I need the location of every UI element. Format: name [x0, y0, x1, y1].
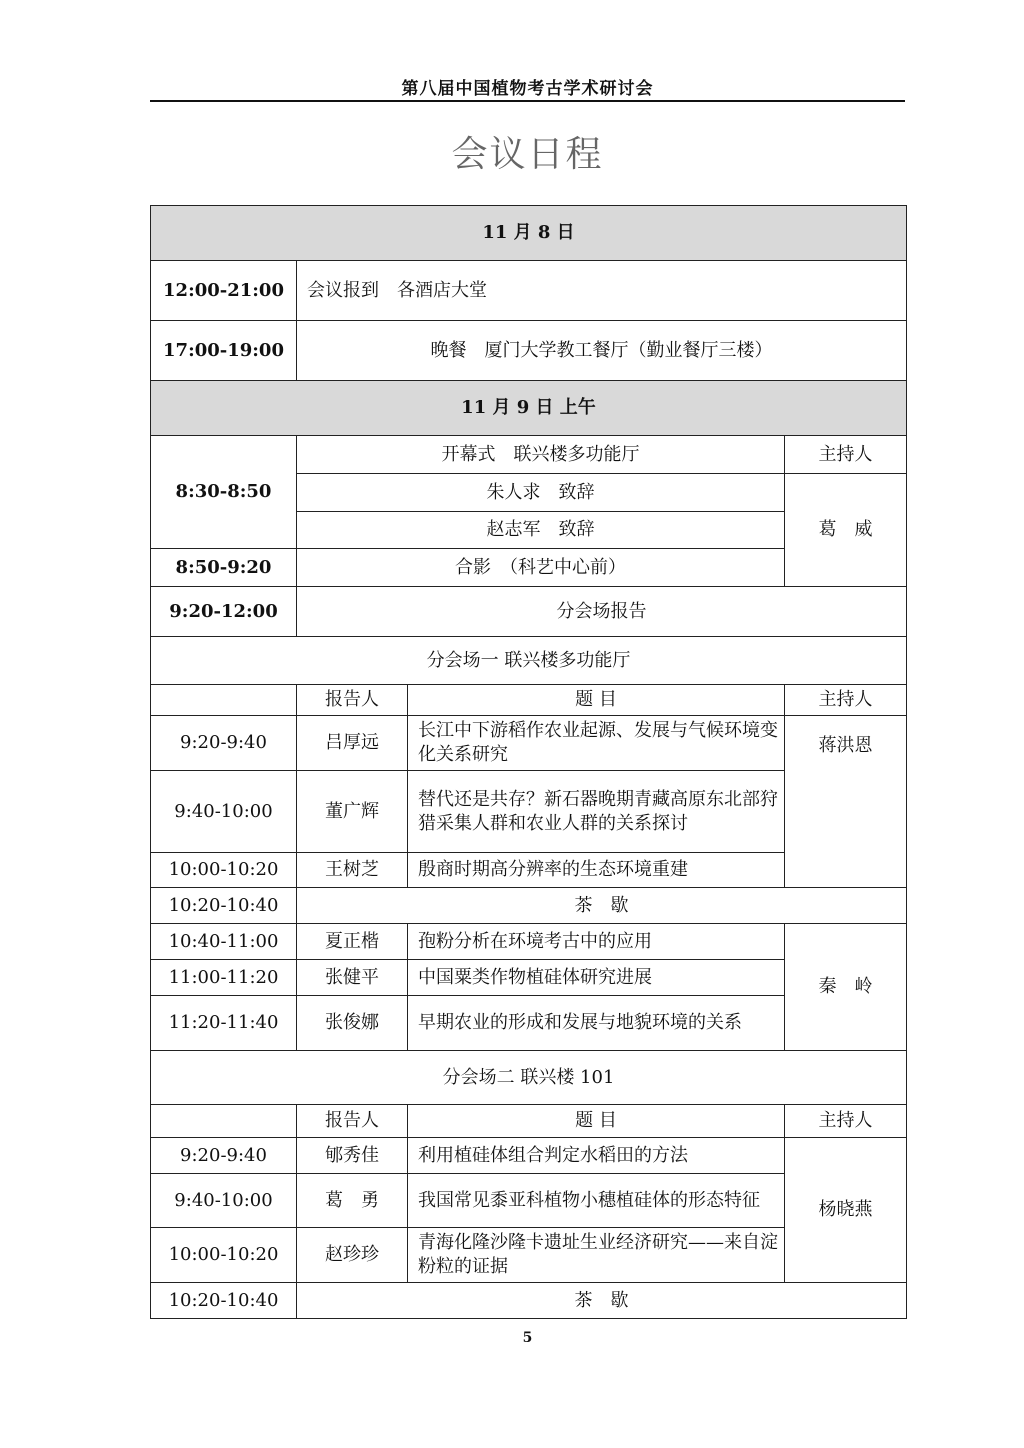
schedule-row	[151, 321, 907, 381]
topic-cell: 我国常见黍亚科植物小穗植硅体的形态特征	[408, 1174, 785, 1228]
speaker-cell: 王树芝	[297, 853, 408, 888]
empty-cell	[151, 1105, 297, 1138]
table-row	[151, 716, 907, 771]
day-header-row	[151, 381, 907, 436]
speaker-cell: 郇秀佳	[297, 1138, 408, 1174]
day-label: 11 月 9 日 上午	[151, 381, 907, 436]
event-cell: 分会场报告	[297, 587, 907, 637]
time-cell: 12:00-21:00	[151, 261, 297, 321]
schedule-row	[151, 587, 907, 637]
time-cell: 17:00-19:00	[151, 321, 297, 381]
schedule-row	[151, 436, 907, 474]
venue-header-row	[151, 1051, 907, 1105]
time-cell: 11:00-11:20	[151, 960, 297, 996]
reporter-header: 报告人	[297, 685, 408, 716]
time-cell: 10:40-11:00	[151, 924, 297, 960]
event-cell: 开幕式 联兴楼多功能厅	[297, 436, 785, 474]
time-cell: 9:40-10:00	[151, 1174, 297, 1228]
header-divider	[150, 100, 905, 102]
time-cell: 8:30-8:50	[151, 436, 297, 549]
table-row	[151, 924, 907, 960]
time-cell: 10:00-10:20	[151, 853, 297, 888]
topic-header: 题 目	[408, 1105, 785, 1138]
topic-cell: 早期农业的形成和发展与地貌环境的关系	[408, 996, 785, 1051]
day-header-row	[151, 206, 907, 261]
venue-header-row	[151, 637, 907, 685]
break-row	[151, 888, 907, 924]
time-cell: 8:50-9:20	[151, 549, 297, 587]
time-cell: 10:20-10:40	[151, 1283, 297, 1319]
day-label: 11 月 8 日	[151, 206, 907, 261]
break-row	[151, 1283, 907, 1319]
speaker-cell: 夏正楷	[297, 924, 408, 960]
topic-cell: 殷商时期高分辨率的生态环境重建	[408, 853, 785, 888]
break-label: 茶 歇	[297, 888, 907, 924]
topic-cell: 孢粉分析在环境考古中的应用	[408, 924, 785, 960]
event-cell: 合影 （科艺中心前）	[297, 549, 785, 587]
time-cell: 9:40-10:00	[151, 771, 297, 853]
speaker-cell: 吕厚远	[297, 716, 408, 771]
empty-cell	[151, 685, 297, 716]
column-header-row	[151, 1105, 907, 1138]
topic-cell: 长江中下游稻作农业起源、发展与气候环境变化关系研究	[408, 716, 785, 771]
time-cell: 9:20-9:40	[151, 1138, 297, 1174]
venue-name: 分会场一 联兴楼多功能厅	[151, 637, 907, 685]
speaker-cell: 张俊娜	[297, 996, 408, 1051]
topic-cell: 青海化隆沙隆卡遗址生业经济研究——来自淀粉粒的证据	[408, 1228, 785, 1283]
page-number: 5	[522, 1330, 533, 1346]
event-cell: 朱人求 致辞	[297, 474, 785, 512]
speaker-cell: 赵珍珍	[297, 1228, 408, 1283]
column-header-row	[151, 685, 907, 716]
schedule-table	[150, 205, 907, 1319]
event-cell: 会议报到 各酒店大堂	[297, 261, 907, 321]
event-cell: 晚餐 厦门大学教工餐厅（勤业餐厅三楼）	[297, 321, 907, 381]
time-cell: 11:20-11:40	[151, 996, 297, 1051]
event-cell: 赵志军 致辞	[297, 512, 785, 549]
reporter-header: 报告人	[297, 1105, 408, 1138]
break-label: 茶 歇	[297, 1283, 907, 1319]
host-header: 主持人	[785, 436, 907, 474]
host-cell: 葛 威	[785, 474, 907, 587]
time-cell: 9:20-12:00	[151, 587, 297, 637]
schedule-row	[151, 261, 907, 321]
time-cell: 10:20-10:40	[151, 888, 297, 924]
speaker-cell: 葛 勇	[297, 1174, 408, 1228]
venue-name: 分会场二 联兴楼 101	[151, 1051, 907, 1105]
topic-header: 题 目	[408, 685, 785, 716]
host-header: 主持人	[785, 685, 907, 716]
topic-cell: 利用植硅体组合判定水稻田的方法	[408, 1138, 785, 1174]
page-title: 会议日程	[451, 134, 604, 175]
conference-header: 第八届中国植物考古学术研讨会	[401, 79, 654, 99]
speaker-cell: 董广辉	[297, 771, 408, 853]
speaker-cell: 张健平	[297, 960, 408, 996]
topic-cell: 替代还是共存？新石器晚期青藏高原东北部狩猎采集人群和农业人群的关系探讨	[408, 771, 785, 853]
host-cell: 秦 岭	[785, 924, 907, 1051]
host-cell: 杨晓燕	[785, 1138, 907, 1283]
time-cell: 10:00-10:20	[151, 1228, 297, 1283]
host-header: 主持人	[785, 1105, 907, 1138]
table-row	[151, 1138, 907, 1174]
host-cell: 蒋洪恩	[785, 716, 907, 888]
time-cell: 9:20-9:40	[151, 716, 297, 771]
topic-cell: 中国粟类作物植硅体研究进展	[408, 960, 785, 996]
